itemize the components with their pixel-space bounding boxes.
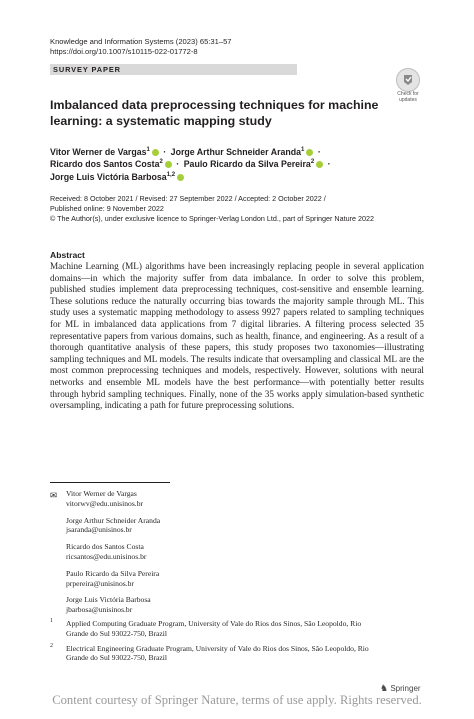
author-name: Jorge Luis Victória Barbosa	[50, 171, 167, 182]
contact-name: Jorge Arthur Schneider Aranda	[66, 515, 161, 525]
contact-entry	[66, 542, 160, 562]
contact-entry	[66, 489, 160, 509]
contact-name: Ricardo dos Santos Costa	[66, 542, 144, 552]
dates-line-1: Received: 8 October 2021 / Revised: 27 September 2022 / Accepted: 2 October 2022 /	[50, 194, 326, 203]
courtesy-watermark: Content courtesy of Springer Nature, terms of use apply. Rights reserved.	[52, 693, 422, 707]
copyright-line: © The Author(s), under exclusive licence to Springer-Verlag London Ltd., part of Springer Nature 2022	[50, 214, 374, 223]
affiliations	[50, 619, 424, 668]
affiliation-entry	[50, 644, 424, 664]
corresponding-contacts	[66, 489, 160, 622]
author-separator: ·	[163, 147, 167, 157]
author-list	[50, 146, 430, 183]
author-affil-sup: 1	[301, 147, 305, 154]
check-for-updates-label	[390, 92, 426, 103]
abstract-text: Machine Learning (ML) algorithms have been increasingly replacing people in several application domains—in which the majority suffer from data imbalance. In order to solve this problem, published studies implement data preprocessing techniques, cost-sensitive and ensemble learning. These solutions reduce the naturally occurring bias towards the majority sample through ML. This study uses a systematic mapping methodology to assess 9927 papers related to sampling techniques for ML in imbalanced data applications from 7 digital libraries. A filtering process selected 35 representative papers from various domains, such as health, finance, and engineering. As a result of a thorough quantitative analysis of these papers, this study proposes two taxonomies—illustrating sampling techniques and ML models. The results indicate that oversampling and classical ML are the most common preprocessing techniques and models, respectively. However, solutions with neural networks and ensemble ML models have the best performance—with potentially better results through hybrid sampling techniques. Finally, none of the 35 works apply simulation-based synthetic oversampling, indicating a path for future preprocessing solutions.	[50, 261, 424, 411]
springer-horse-icon: ♞	[380, 683, 389, 693]
affiliation-line: Grande do Sul 93022-750, Brazil	[66, 653, 168, 663]
publisher-name: Springer	[390, 684, 421, 693]
envelope-icon: ✉	[50, 490, 58, 500]
affiliation-line: Applied Computing Graduate Program, University of Vale do Rios dos Sinos, São Leopoldo, Rio	[66, 619, 362, 628]
orcid-icon[interactable]	[165, 161, 172, 168]
doi-link[interactable]: https://doi.org/10.1007/s10115-022-01772-8	[50, 47, 198, 56]
abstract-heading: Abstract	[50, 250, 85, 260]
author-affil-sup: 1	[146, 147, 150, 154]
contact-entry	[66, 516, 160, 536]
badge-line-1: Check for	[397, 91, 419, 97]
orcid-icon[interactable]	[306, 149, 313, 156]
contact-email[interactable]: vitorwv@edu.unisinos.br	[66, 498, 144, 508]
author-separator: ·	[327, 159, 331, 170]
affiliation-line: Grande do Sul 93022-750, Brazil	[66, 628, 168, 638]
section-band	[50, 64, 297, 75]
contact-entry	[66, 569, 160, 589]
contact-email[interactable]: ricsantos@edu.unisinos.br	[66, 551, 147, 561]
orcid-icon[interactable]	[177, 174, 184, 181]
contact-name: Vitor Werner de Vargas	[66, 489, 137, 498]
author-name: Ricardo dos Santos Costa	[50, 159, 160, 170]
journal-citation: Knowledge and Information Systems (2023) 65:31–57	[50, 37, 232, 46]
author-affil-sup: 1,2	[166, 171, 176, 178]
contact-name: Jorge Luis Victória Barbosa	[66, 595, 151, 605]
author-affil-sup: 2	[310, 159, 315, 166]
author-separator: ·	[317, 147, 321, 157]
affiliation-line: Electrical Engineering Graduate Program, University of Vale do Rios dos Sinos, São Leopoldo, Rio	[66, 643, 369, 653]
affiliation-entry	[50, 619, 424, 639]
contact-email[interactable]: jbarbosa@unisinos.br	[66, 605, 133, 615]
contact-email[interactable]: jsaranda@unisinos.br	[66, 525, 132, 535]
check-for-updates-badge[interactable]	[390, 68, 426, 104]
badge-line-2: updates	[399, 96, 417, 103]
orcid-icon[interactable]	[316, 161, 323, 168]
publication-dates	[50, 194, 430, 224]
footnote-divider	[50, 482, 170, 483]
check-for-updates-icon	[396, 68, 420, 92]
paper-title: Imbalanced data preprocessing techniques for machine learning: a systematic mapping study	[50, 98, 379, 128]
author-line-3	[50, 171, 430, 183]
contact-email[interactable]: prpereira@unisinos.br	[66, 578, 134, 588]
author-separator: ·	[176, 159, 180, 170]
author-name: Jorge Arthur Schneider Aranda	[170, 147, 302, 157]
orcid-icon[interactable]	[152, 149, 159, 156]
author-name: Paulo Ricardo da Silva Pereira	[183, 159, 311, 170]
author-line-1	[50, 146, 430, 158]
contact-entry	[66, 595, 160, 615]
journal-header	[50, 37, 232, 57]
author-line-2	[50, 158, 430, 170]
contact-name: Paulo Ricardo da Silva Pereira	[66, 568, 160, 578]
affiliation-number: 1	[50, 618, 53, 624]
author-affil-sup: 2	[159, 159, 163, 166]
author-name: Vitor Werner de Vargas	[50, 147, 147, 157]
dates-line-2: Published online: 9 November 2022	[50, 204, 164, 213]
section-label: SURVEY PAPER	[53, 65, 121, 74]
affiliation-number: 2	[50, 642, 53, 649]
